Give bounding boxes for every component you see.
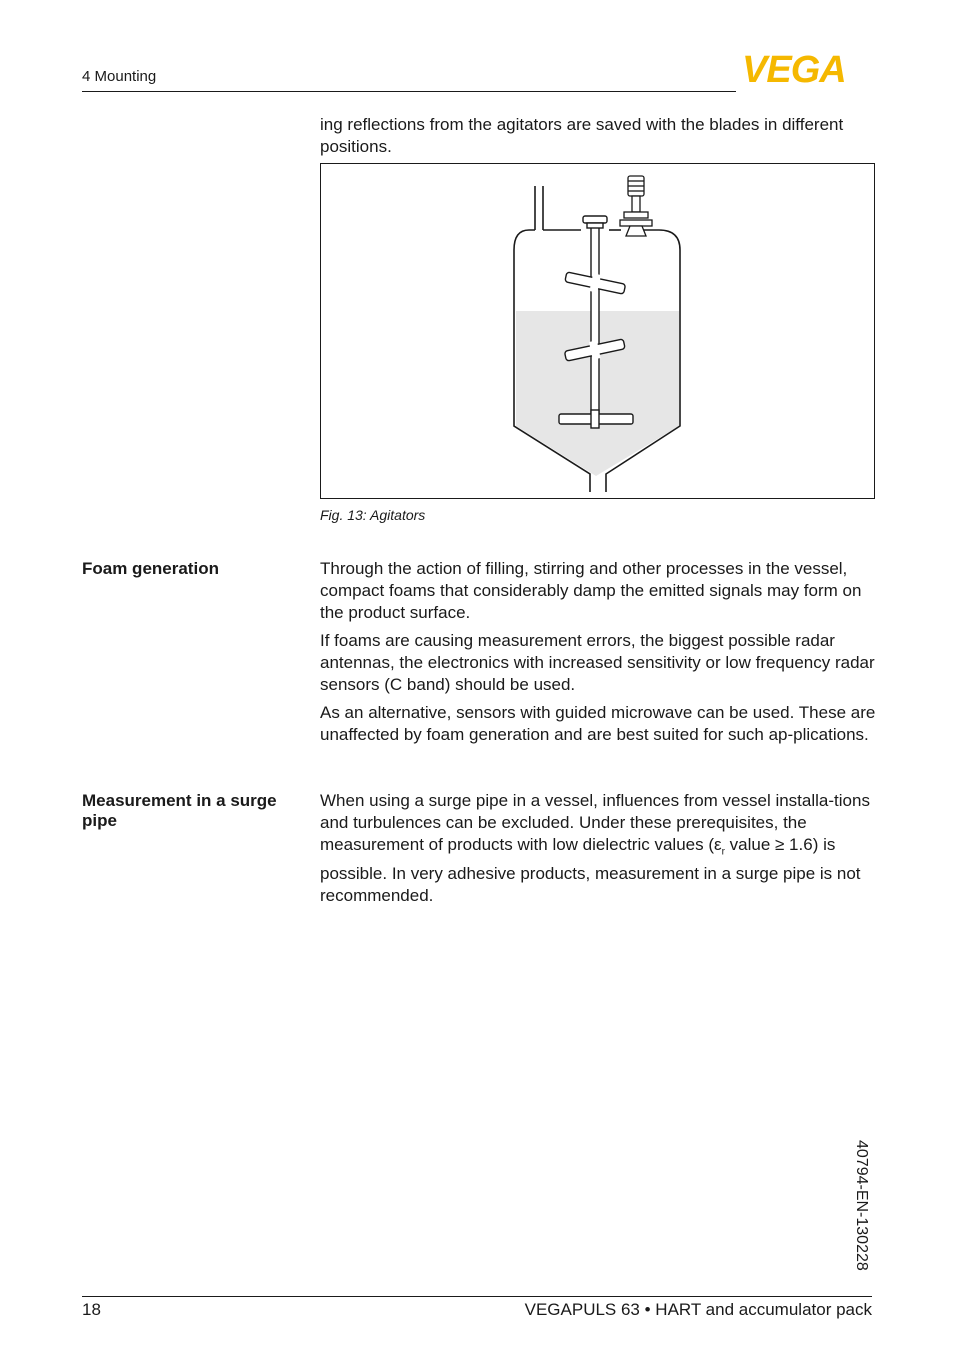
footer-divider	[82, 1296, 872, 1297]
document-id: 40794-EN-130228	[853, 1140, 870, 1271]
surge-text-before: When using a surge pipe in a vessel, influences from vessel installa-tions and turbulences can be excluded. Under these prerequisites, the measurement of products with low dielectric values (ε	[320, 791, 870, 854]
section-heading-surge-pipe: Measurement in a surge pipe	[82, 791, 277, 830]
section-heading-foam: Foam generation	[82, 559, 219, 578]
section-body-foam	[320, 558, 876, 752]
surge-pipe-paragraph	[320, 790, 876, 907]
logo-text: VEGA	[742, 53, 846, 83]
epsilon-subscript: r	[721, 846, 725, 858]
footer-title: VEGAPULS 63 • HART and accumulator pack	[524, 1300, 872, 1319]
foam-paragraph-1: Through the action of filling, stirring and other processes in the vessel, compact foams that considerably damp the emitted signals may form on the product surface.	[320, 559, 862, 622]
figure-caption: Fig. 13: Agitators	[320, 507, 426, 523]
header-section-title: 4 Mounting	[82, 68, 157, 85]
section-body-surge-pipe	[320, 790, 876, 913]
agitator-vessel-diagram	[321, 164, 874, 498]
foam-paragraph-2: If foams are causing measurement errors, the biggest possible radar antennas, the electronics with increased sensitivity or low frequency radar sensors (C band) should be used.	[320, 631, 875, 694]
foam-paragraph-3: As an alternative, sensors with guided microwave can be used. These are unaffected by foam generation and are best suited for such ap-plications.	[320, 703, 876, 744]
figure-frame	[320, 163, 875, 499]
radar-sensor-icon	[620, 176, 652, 236]
surge-text-after: value ≥ 1.6) is possible. In very adhesive products, measurement in a surge pipe is not recommended.	[320, 835, 861, 906]
page-number: 18	[82, 1300, 101, 1319]
header-divider	[82, 91, 736, 92]
vega-logo	[742, 53, 872, 83]
intro-paragraph: ing reflections from the agitators are saved with the blades in different positions.	[320, 115, 844, 156]
